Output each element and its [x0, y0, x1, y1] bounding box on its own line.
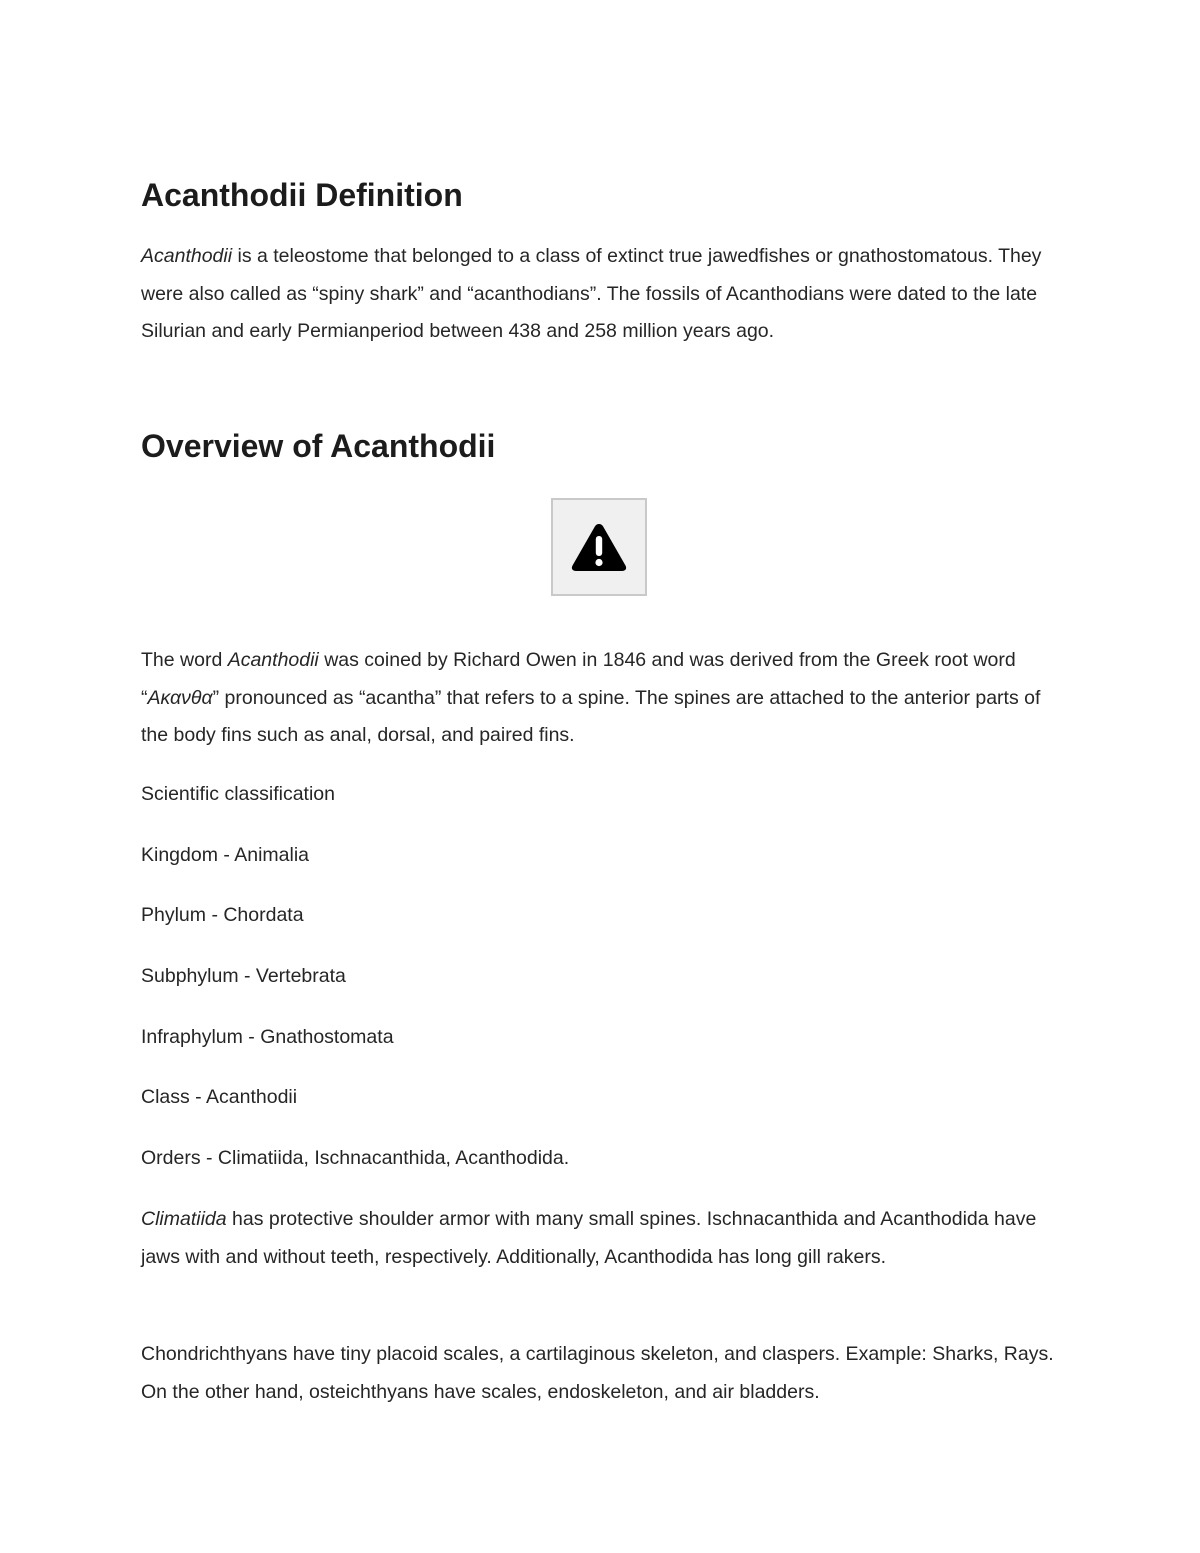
- classification-phylum: Phylum - Chordata: [141, 904, 304, 926]
- classification-subphylum: Subphylum - Vertebrata: [141, 965, 346, 987]
- definition-heading: Acanthodii Definition: [141, 177, 463, 213]
- broken-image-placeholder: [551, 498, 647, 596]
- etymology-text-3: ” pronounced as “acantha” that refers to a spine. The spines are attached to the anterior parts of the body fins such as anal, dorsal, and paired fins.: [141, 686, 1041, 746]
- climatiida-paragraph: [141, 1201, 1066, 1276]
- warning-icon: [570, 521, 628, 573]
- scientific-classification-label: Scientific classification: [141, 783, 335, 805]
- overview-heading: Overview of Acanthodii: [141, 428, 496, 464]
- definition-paragraph: [141, 238, 1066, 351]
- definition-text: is a teleostome that belonged to a class of extinct true jawedfishes or gnathostomatous. They were also called as “spiny shark” and “acanthodians”. The fossils of Acanthodians were dated to the late Silurian and early Permianperiod between 438 and 258 million years ago.: [141, 245, 1042, 342]
- classification-orders: Orders - Climatiida, Ischnacanthida, Acanthodida.: [141, 1147, 570, 1169]
- climatiida-term: Climatiida: [141, 1208, 227, 1230]
- classification-class: Class - Acanthodii: [141, 1086, 298, 1108]
- acanthodii-term: Acanthodii: [227, 649, 319, 671]
- etymology-text-2: was coined by Richard Owen in 1846 and was derived from the Greek root word “: [141, 649, 1016, 709]
- classification-kingdom: Kingdom - Animalia: [141, 844, 309, 866]
- chondrichthyans-paragraph: Chondrichthyans have tiny placoid scales, a cartilaginous skeleton, and claspers. Example: Sharks, Rays. On the other hand, osteichthyans have scales, endoskeleton, and air bladders.: [141, 1343, 1054, 1403]
- etymology-paragraph: [141, 642, 1066, 755]
- classification-infraphylum: Infraphylum - Gnathostomata: [141, 1026, 394, 1048]
- greek-root-term: Ακανθα: [147, 686, 213, 709]
- acanthodii-term: Acanthodii: [141, 245, 233, 267]
- climatiida-text: has protective shoulder armor with many small spines. Ischnacanthida and Acanthodida have jaws with and without teeth, respectively. Additionally, Acanthodida has long gill rakers.: [141, 1208, 1037, 1268]
- etymology-text-1: The word: [141, 649, 228, 671]
